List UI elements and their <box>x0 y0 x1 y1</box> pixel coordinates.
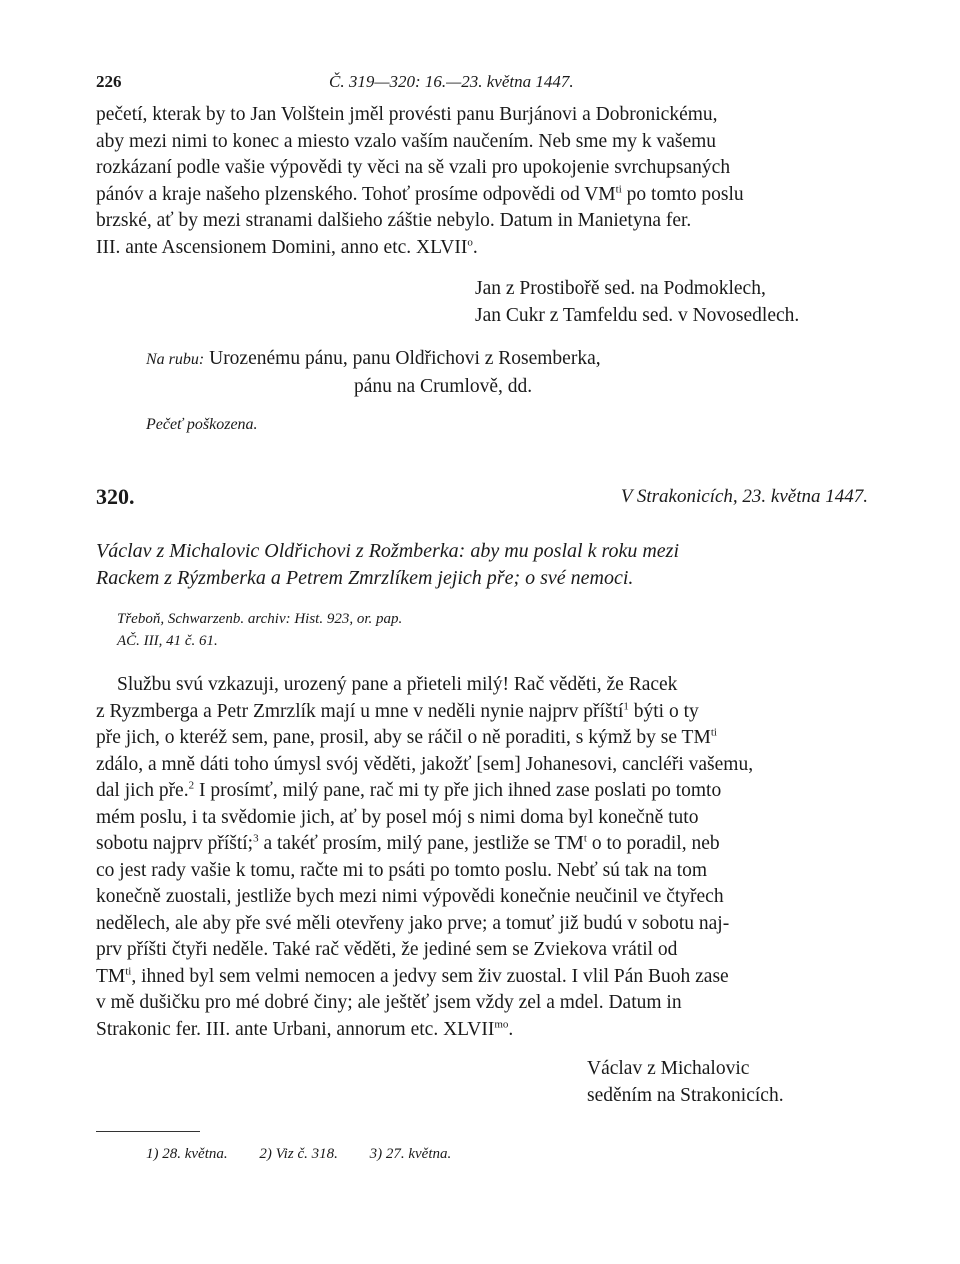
footnotes <box>96 1146 868 1163</box>
text-line: v mě dušičku pro mé dobré činy; ale ještěť jsem vždy zel a mdel. Datum in <box>96 992 682 1013</box>
page-number: 226 <box>96 72 122 91</box>
doc-319-text <box>96 102 868 261</box>
document-number: 320. <box>96 484 135 509</box>
endorsement-line: pánu na Crumlově, dd. <box>354 376 533 397</box>
endorsement-line: Urozenému pánu, panu Oldřichovi z Rosemberka, <box>209 348 601 369</box>
running-head: Č. 319—320: 16.—23. května 1447. <box>329 72 574 91</box>
footnote-divider <box>96 1131 200 1132</box>
text-line: brzské, ať by mezi stranami dalšieho záštie nebylo. Datum in Manietyna fer. <box>96 210 692 231</box>
text-line: Strakonic fer. III. ante Urbani, annorum etc. $XLVII^{mo}$. <box>96 1018 514 1040</box>
signature-block-319 <box>96 275 868 329</box>
text-line: pře jich, o kteréž sem, pane, prosil, aby se ráčil o ně poraditi, s kýmž by se $TM^{ti}$ <box>96 726 717 748</box>
text-line: konečně zuostali, jestliže bych mezi nimi výpovědi konečnie neučinil ve čtyřech <box>96 886 724 907</box>
page-header <box>96 72 868 102</box>
source-line: Třeboň, Schwarzenb. archiv: Hist. 923, or. pap. <box>117 611 403 627</box>
text-line: mém poslu, i ta svědomie jich, ať by posel mój s nimi doma byl konečně tuto <box>96 806 699 828</box>
doc-320-text <box>96 672 868 1043</box>
text-line: $TM^{ti}$, ihned byl sem velmi nemocen a jedvy sem živ zuostal. I vlil Pán Buoh zase <box>96 965 729 987</box>
signature-block-320 <box>96 1055 868 1109</box>
regest-line: Rackem z Rýzmberka a Petrem Zmrzlíkem jejich pře; o své nemoci. <box>96 567 634 589</box>
text-line: pečetí, kterak by to Jan Volštein jměl provésti panu Burjánovi a Dobronickému, <box>96 104 718 125</box>
text-line: rozkázaní podle vašie výpovědi ty věci na sě vzali pro upokojenie svrchupsaných <box>96 157 731 178</box>
text-line: sobotu najprv příští;$^3$ a takéť prosím, milý pane, jestliže se $TM^t$ o to poradil, neb <box>96 832 720 854</box>
endorsement <box>96 345 868 400</box>
text-line: zdálo, a mně dáti toho úmysl svój věděti, jakožť [sem] Johanesovi, cancléři vašemu, <box>96 753 754 775</box>
text-line: z Ryzmberga a Petr Zmrzlík mají u mne v neděli nynie najprv příští$^1$ býti o ty <box>96 700 699 722</box>
endorsement-label: Na rubu: <box>146 351 205 368</box>
text-line: pánóv a kraje našeho plzenského. Tohoť prosíme odpovědi od $VM^{ti}$ po tomto poslu <box>96 183 744 205</box>
seal-note: Pečeť poškozena. <box>146 416 258 433</box>
place-date: V Strakonicích, 23. května 1447. <box>620 486 868 507</box>
regest-line: Václav z Michalovic Oldřichovi z Rožmberka: aby mu poslal k roku mezi <box>96 540 680 562</box>
footnote: 3) 27. května. <box>369 1146 452 1162</box>
signature-line: seděním na Strakonicích. <box>587 1085 784 1106</box>
text-line: co jest rady vašie k tomu, račte mi to psáti po tomto poslu. Nebť sú tak na tom <box>96 859 708 881</box>
text-line: Službu svú vzkazuji, urozený pane a přieteli milý! Rač věděti, že Racek <box>117 674 678 695</box>
text-line: nedělech, ale aby pře své měli otevřeny jako prve; a tomuť již budú v sobotu naj- <box>96 912 730 934</box>
footnote: 2) Viz č. 318. <box>259 1146 338 1162</box>
text-line: prv příšti čtyři neděle. Také rač věděti, že jediné sem se Zviekova vrátil od <box>96 939 678 960</box>
footnote: 1) 28. května. <box>146 1146 228 1162</box>
document-heading <box>96 484 868 518</box>
text-line: III. ante Ascensionem Domini, anno etc. XLVII$^o$. <box>96 236 478 258</box>
source-line: AČ. III, 41 č. 61. <box>117 633 218 649</box>
signature-line: Jan Cukr z Tamfeldu sed. v Novosedlech. <box>475 305 800 326</box>
page <box>96 72 868 1163</box>
regest <box>96 538 868 592</box>
text-line: dal jich pře.$^2$ I prosímť, milý pane, rač mi ty pře jich ihned zase poslati po tomto <box>96 779 722 801</box>
text-line: aby mezi nimi to konec a miesto vzalo vaším naučením. Neb sme my k vašemu <box>96 130 717 152</box>
source-note <box>96 608 868 652</box>
signature-line: Jan z Prostibořě sed. na Podmoklech, <box>475 278 766 299</box>
signature-line: Václav z Michalovic <box>587 1058 750 1079</box>
